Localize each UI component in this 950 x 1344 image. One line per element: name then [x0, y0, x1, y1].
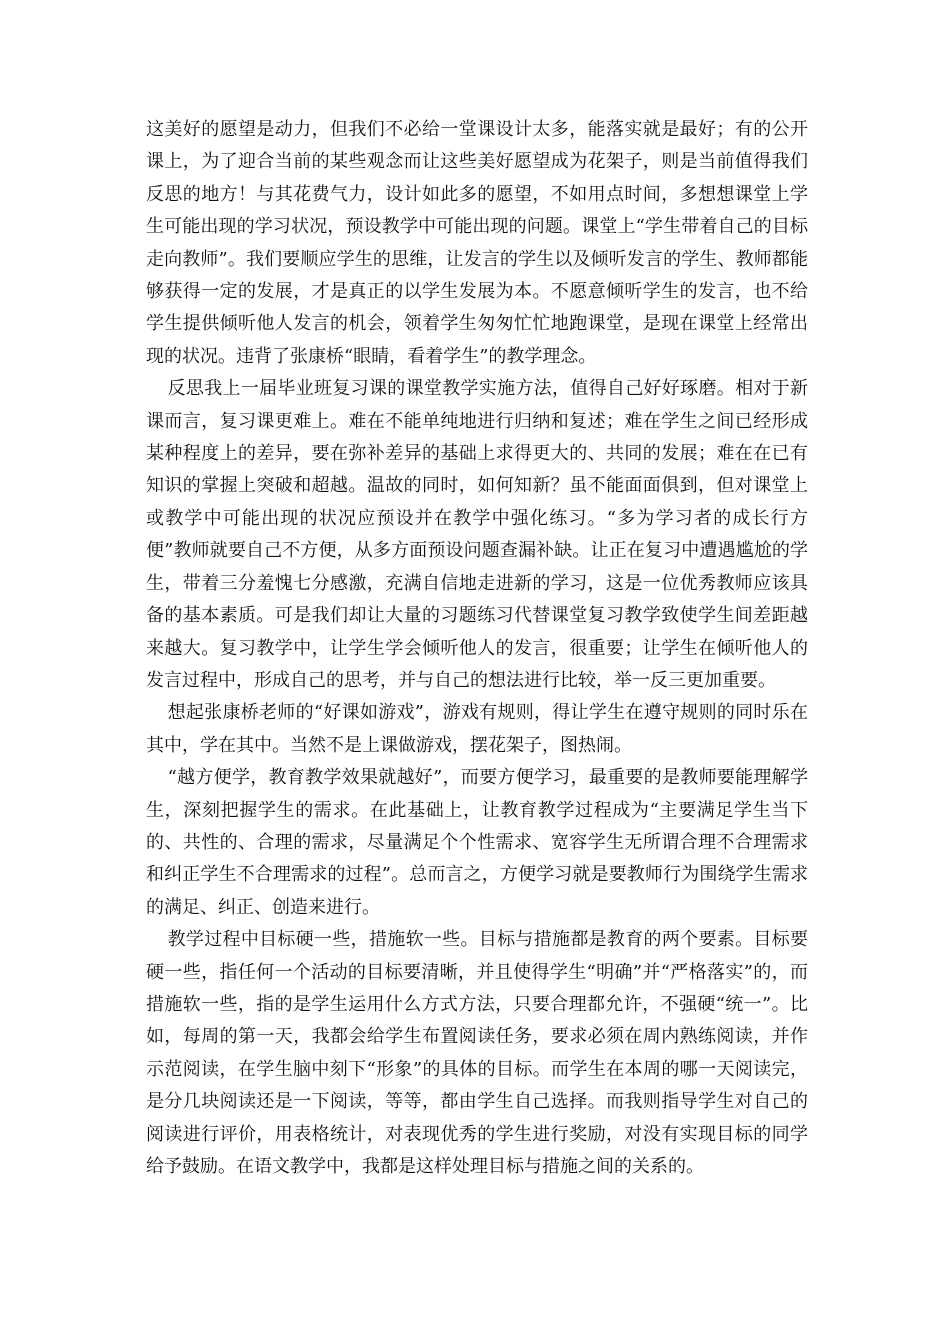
document-body	[146, 114, 808, 1183]
paragraph-4: “越方便学，教育教学效果就越好”，而要方便学习，最重要的是教师要能理解学生，深刻把握学生的需求。在此基础上，让教育教学过程成为“主要满足学生当下的、共性的、合理的需求，尽量满足个个性需求、宽容学生无所谓合理不合理需求和纠正学生不合理需求的过程”。总而言之，方便学习就是要教师行为围绕学生需求的满足、纠正、创造来进行。	[146, 767, 808, 918]
paragraph-3: 想起张康桥老师的“好课如游戏”，游戏有规则，得让学生在遵守规则的同时乐在其中，学在其中。当然不是上课做游戏，摆花架子，图热闹。	[146, 702, 808, 756]
paragraph-5: 教学过程中目标硬一些，措施软一些。目标与措施都是教育的两个要素。目标要硬一些，指任何一个活动的目标要清晰，并且使得学生“明确”并“严格落实”的，而措施软一些，指的是学生运用什么方式方法，只要合理都允许，不强硬“统一”。比如，每周的第一天，我都会给学生布置阅读任务，要求必须在周内熟练阅读，并作示范阅读，在学生脑中刻下“形象”的具体的目标。而学生在本周的哪一天阅读完，是分几块阅读还是一下阅读，等等，都由学生自己选择。而我则指导学生对自己的阅读进行评价，用表格统计，对表现优秀的学生进行奖励，对没有实现目标的同学给予鼓励。在语文教学中，我都是这样处理目标与措施之间的关系的。	[146, 929, 808, 1177]
paragraph-1: 这美好的愿望是动力，但我们不必给一堂课设计太多，能落实就是最好；有的公开课上，为了迎合当前的某些观念而让这些美好愿望成为花架子，则是当前值得我们反思的地方！与其花费气力，设计如此多的愿望，不如用点时间，多想想课堂上学生可能出现的学习状况，预设教学中可能出现的问题。课堂上“学生带着自己的目标走向教师”。我们要顺应学生的思维，让发言的学生以及倾听发言的学生、教师都能够获得一定的发展，才是真正的以学生发展为本。不愿意倾听学生的发言，也不给学生提供倾听他人发言的机会，领着学生匆匆忙忙地跑课堂，是现在课堂上经常出现的状况。违背了张康桥“眼睛，看着学生”的教学理念。	[146, 119, 808, 367]
paragraph-2: 反思我上一届毕业班复习课的课堂教学实施方法，值得自己好好琢磨。相对于新课而言，复习课更难上。难在不能单纯地进行归纳和复述；难在学生之间已经形成某种程度上的差异，要在弥补差异的基础上求得更大的、共同的发展；难在在已有知识的掌握上突破和超越。温故的同时，如何知新？虽不能面面俱到，但对课堂上或教学中可能出现的状况应预设并在教学中强化练习。“多为学习者的成长行方便”教师就要自己不方便，从多方面预设问题查漏补缺。让正在复习中遭遇尴尬的学生，带着三分羞愧七分感激，充满自信地走进新的学习，这是一位优秀教师应该具备的基本素质。可是我们却让大量的习题练习代替课堂复习教学致使学生间差距越来越大。复习教学中，让学生学会倾听他人的发言，很重要；让学生在倾听他人的发言过程中，形成自己的思考，并与自己的想法进行比较，举一反三更加重要。	[146, 378, 808, 691]
